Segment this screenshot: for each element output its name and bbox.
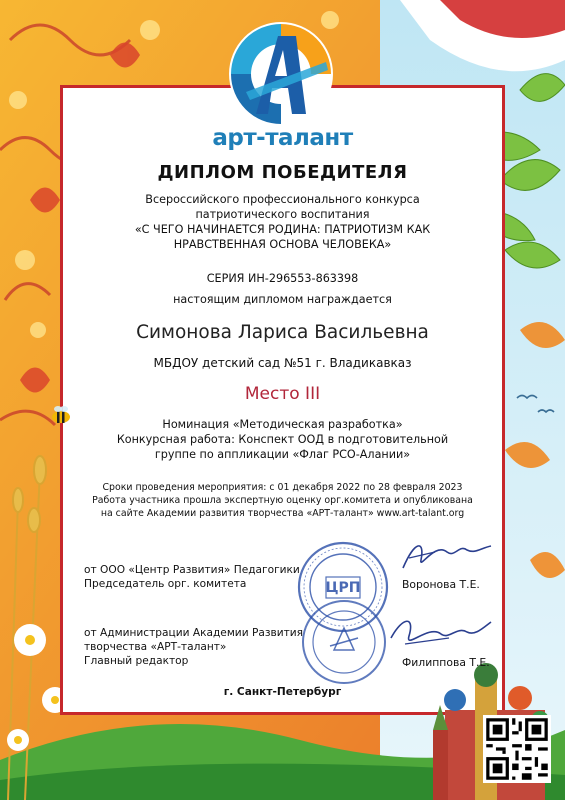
recipient-organization: МБДОУ детский сад №51 г. Владикавказ [153,356,412,370]
signatory-1-title [84,563,300,591]
nomination-block [80,417,485,462]
recipient-name: Симонова Лариса Васильевна [136,322,429,343]
dates-line: на сайте Академии развития творчества «АРТ-талант» www.art-talant.org [100,508,465,519]
award-text: настоящим дипломом награждается [173,293,392,306]
signatory-2-title [84,626,303,668]
nomination-line: Номинация «Методическая разработка» [162,418,403,431]
brand-name: арт-талант [212,125,353,151]
contest-line: Всероссийского профессионального конкурса [145,193,420,206]
place-award: Место III [244,384,321,404]
nomination-line: группе по аппликации «Флаг РСО-Алании» [154,448,411,461]
bee-icon [48,404,74,426]
signatory-line: Председатель орг. комитета [84,578,247,590]
dates-line: Сроки проведения мероприятия: с 01 декабря 2022 по 28 февраля 2023 [102,482,463,493]
signature-icon [395,530,495,580]
contest-line: патриотического воспитания [195,208,370,221]
event-dates-block [80,481,485,520]
signatory-1-name: Воронова Т.Е. [402,578,480,591]
contest-line: «С ЧЕГО НАЧИНАЕТСЯ РОДИНА: ПАТРИОТИЗМ КАК [134,223,431,236]
diploma-title: ДИПЛОМ ПОБЕДИТЕЛЯ [157,162,408,183]
signature-icon [385,608,495,660]
series-number: СЕРИЯ ИН-296553-863398 [206,272,359,285]
stamp-text: ЦРП [325,580,361,596]
contest-description [80,192,485,252]
nomination-line: Конкурсная работа: Конспект ООД в подготовительной [116,433,449,446]
signatory-line: от ООО «Центр Развития» Педагогики [84,564,300,576]
signatory-line: творчества «АРТ-талант» [84,641,227,653]
contest-line: НРАВСТВЕННАЯ ОСНОВА ЧЕЛОВЕКА» [173,238,392,251]
signatory-2-name: Филиппова Т.Е. [402,656,490,669]
signatory-line: от Администрации Академии Развития [84,627,304,639]
signatory-line: Главный редактор [84,655,189,667]
dates-line: Работа участника прошла экспертную оценку орг.комитета и опубликована [92,495,473,506]
city-footer: г. Санкт-Петербург [223,686,342,698]
qr-code-icon [483,715,551,783]
stamp-icon [300,598,388,686]
